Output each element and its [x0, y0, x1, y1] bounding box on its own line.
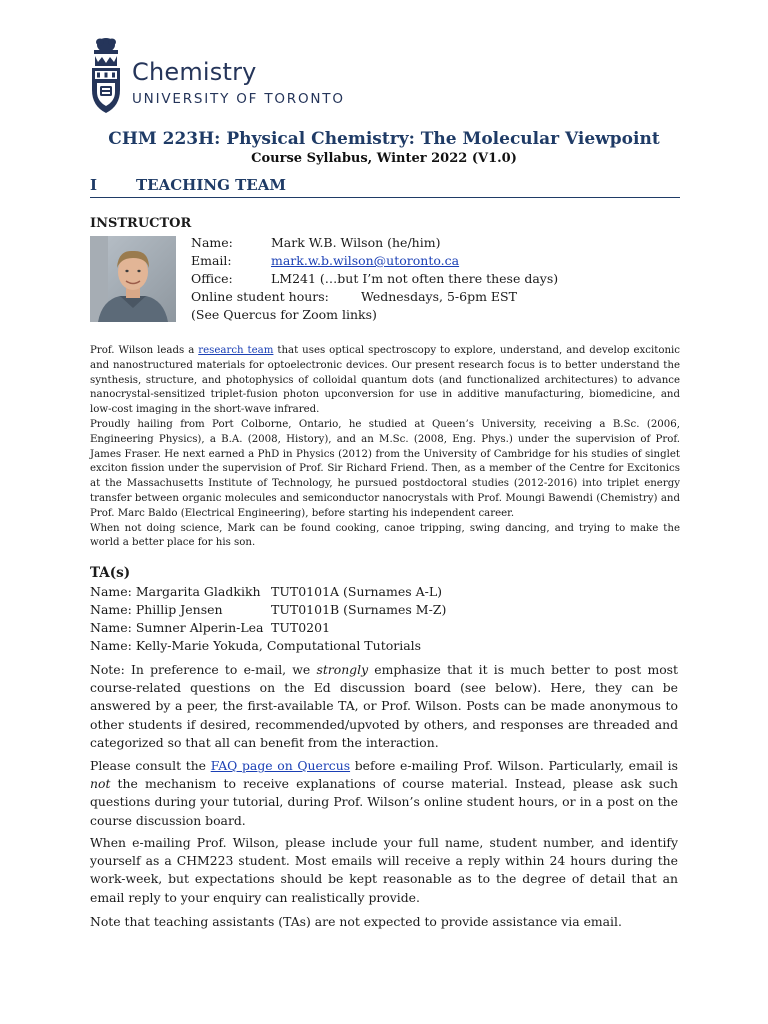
ta-name: Name: Sumner Alperin-Lea — [90, 620, 264, 635]
logo-wordmark: Chemistry — [132, 58, 257, 86]
note4-text: Note that teaching assistants (TAs) are not expected to provide assistance via email. — [90, 914, 622, 929]
section-number: I — [90, 176, 98, 194]
name-label: Name: — [191, 235, 233, 250]
instructor-photo — [90, 236, 176, 322]
bio-paragraph-3: When not doing science, Mark can be found cooking, canoe tripping, swing dancing, and trying to make the world a better place for his son. — [90, 522, 680, 549]
faq-quercus-link[interactable]: FAQ page on Quercus — [210, 758, 351, 773]
course-subtitle: Course Syllabus, Winter 2022 (V1.0) — [251, 151, 517, 166]
note1-b: emphasize that it is much better to post most course-related questions on the Ed discussion board (see below). Here, they can be answered by a peer, the first-available TA, or Prof. Wilson. Posts can be made anonymous to other students if desired, recommended/upvoted by others, and responses are threaded and categorized so that all can benefit from the interaction. — [90, 662, 678, 750]
section-label: TEACHING TEAM — [136, 176, 286, 194]
bio-p1-post: that uses optical spectroscopy to explore, understand, and develop excitonic and nanostructured materials for optoelectronic devices. Our present research focus is to better understand the synthesis, structure, and photophysics of colloidal quantum dots (and functionalized architectures) to advance nanocrystal-sensitized triplet-fusion photon upconversion for use in additive manufacturing, biomedicine, and low-cost imaging in the short-wave infrared. — [90, 345, 680, 416]
uoft-crest-icon — [86, 36, 126, 116]
note1-emphasis: strongly — [316, 662, 369, 677]
course-title: CHM 223H: Physical Chemistry: The Molecular Viewpoint — [108, 129, 660, 149]
bio-paragraph-2: Proudly hailing from Port Colborne, Ontario, he studied at Queen’s University, receiving a B.Sc. (2006, Engineering Physics), a B.A. (2008, History), and an M.Sc. (2008, Eng. Phys.) under the supervision of Prof. James Fraser. He next earned a PhD in Physics (2012) from the University of Cambridge for his studies of singlet exciton fission under the supervision of Prof. Sir Richard Friend. Then, as a member of the Centre for Excitonics at the Massachusetts Institute of Technology, he pursued postdoctoral studies (2012-2016) into triplet energy transfer between organic molecules and semiconductor nanocrystals with Prof. Moungi Bawendi (Chemistry) and Prof. Marc Baldo (Electrical Engineering), before starting his independent career. — [90, 418, 680, 519]
bio-p1-pre: Prof. Wilson leads a — [90, 345, 199, 356]
office-label: Office: — [191, 271, 233, 286]
instructor-email-link[interactable]: mark.w.b.wilson@utoronto.ca — [271, 253, 460, 268]
bio-paragraph-1 — [90, 344, 680, 418]
instructor-office: LM241 (…but I’m not often there these days) — [271, 271, 559, 286]
ta-heading: TA(s) — [90, 565, 131, 581]
instructor-bio — [90, 344, 680, 551]
instructor-name: Mark W.B. Wilson (he/him) — [271, 235, 441, 250]
ta-tutorial: TUT0101A (Surnames A-L) — [271, 584, 443, 599]
note-faq — [90, 757, 678, 830]
instructor-hours-row — [191, 288, 671, 306]
email-label: Email: — [191, 253, 232, 268]
ta-name: Name: Phillip Jensen — [90, 602, 223, 617]
instructor-email-row — [191, 252, 671, 270]
note-ed-board — [90, 661, 678, 752]
zoom-note-text: (See Quercus for Zoom links) — [191, 307, 377, 322]
ta-tutorial: TUT0101B (Surnames M-Z) — [271, 602, 447, 617]
hours-label: Online student hours: — [191, 289, 329, 304]
portrait-image — [90, 236, 176, 322]
instructor-office-row — [191, 270, 671, 288]
research-team-link[interactable]: research team — [198, 345, 274, 356]
note2-emphasis: not — [90, 776, 111, 792]
ta-name: Name: Kelly-Marie Yokuda, Computational Tutorials — [90, 638, 422, 653]
instructor-hours: Wednesdays, 5-6pm EST — [361, 289, 517, 304]
note2-c: the mechanism to receive explanations of course material. Instead, please ask such questions during your tutorial, during Prof. Wilson’s online student hours, or in a post on the course discussion board. — [90, 776, 678, 828]
section-heading — [90, 176, 680, 198]
note3-text: When e-mailing Prof. Wilson, please include your full name, student number, and identify yourself as a CHM223 student. Most emails will receive a reply within 24 hours during the work-week, but expectations should be kept reasonable as to the degree of detail that an email reply to your enquiry can realistically provide. — [90, 835, 678, 905]
ta-name: Name: Margarita Gladkikh — [90, 584, 261, 599]
department-logo — [86, 36, 386, 116]
note-emailing — [90, 834, 678, 907]
logo-university: UNIVERSITY OF TORONTO — [132, 91, 345, 107]
ta-tutorial: TUT0201 — [271, 620, 331, 635]
note-ta-email — [90, 913, 678, 931]
note1-a: Note: In preference to e-mail, we — [90, 662, 317, 677]
instructor-heading: INSTRUCTOR — [90, 216, 192, 231]
instructor-name-row — [191, 234, 671, 252]
note2-a: Please consult the — [90, 758, 211, 773]
zoom-note — [191, 306, 671, 324]
note2-b: before e-mailing Prof. Wilson. Particularly, email is — [350, 758, 678, 773]
